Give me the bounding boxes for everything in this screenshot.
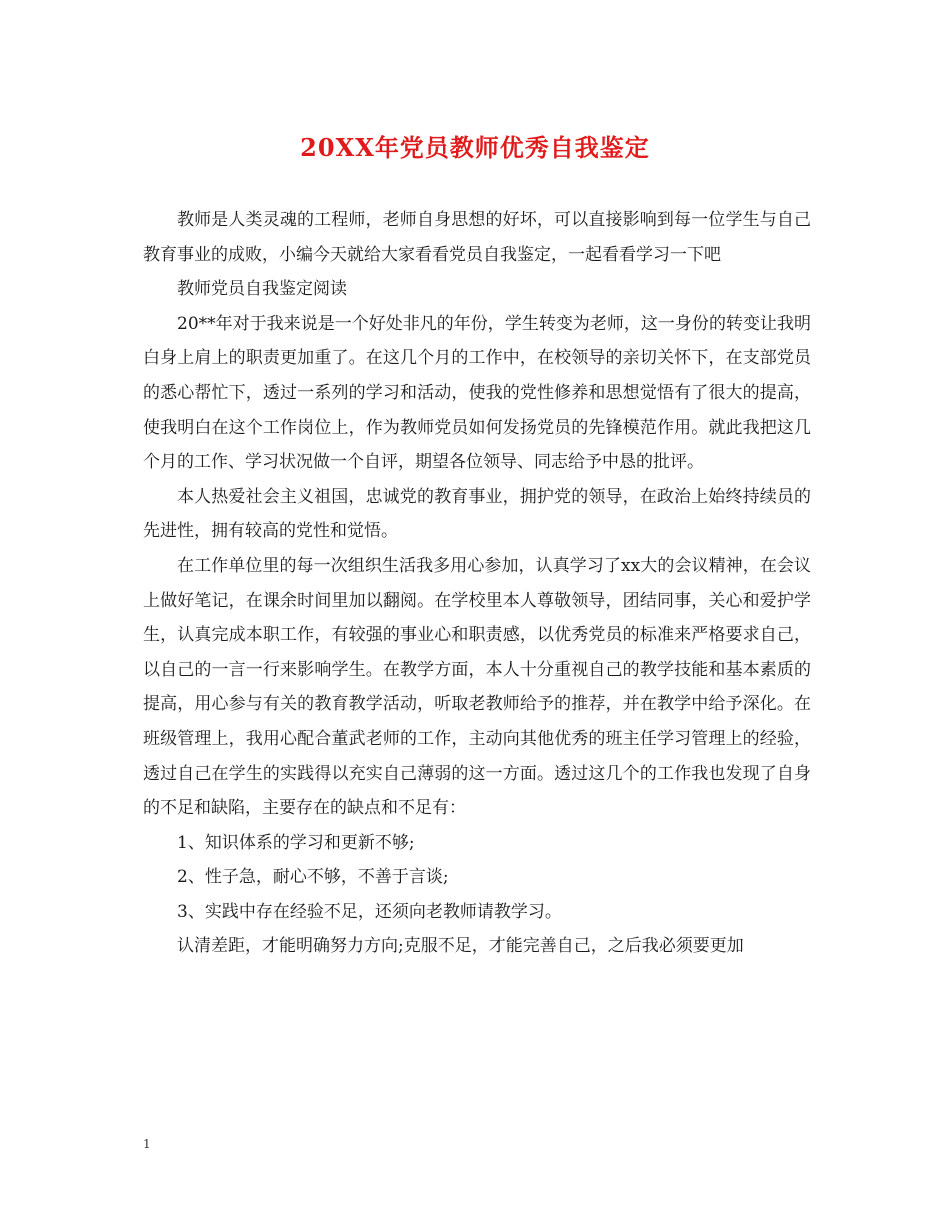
document-title: 20XX年党员教师优秀自我鉴定: [300, 133, 650, 162]
page-number: 1: [143, 1137, 151, 1151]
paragraph-intro: 教师是人类灵魂的工程师，老师自身思想的好坏，可以直接影响到每一位学生与自己教育事业的成败，小编今天就给大家看看党员自我鉴定，一起看看学习一下吧: [143, 210, 811, 265]
paragraph-work: 在工作单位里的每一次组织生活我多用心参加，认真学习了xx大的会议精神，在会议上做好笔记，在课余时间里加以翻阅。在学校里本人尊敬领导，团结同事，关心和爱护学生，认真完成本职工作，有较强的事业心和职责感，以优秀党员的标准来严格要求自己，以自己的一言一行来影响学生。在教学方面，本人十分重视自己的教学技能和基本素质的提高，用心参与有关的教育教学活动，听取老教师给予的推荐，并在教学中给予深化。在班级管理上，我用心配合董武老师的工作，主动向其他优秀的班主任学习管理上的经验，透过自己在学生的实践得以充实自己薄弱的这一方面。透过这几个的工作我也发现了自身的不足和缺陷，主要存在的缺点和不足有：: [143, 555, 811, 819]
list-item-1: 1、知识体系的学习和更新不够;: [177, 832, 415, 853]
list-item-2: 2、性子急，耐心不够，不善于言谈;: [177, 867, 449, 888]
paragraph-political: 本人热爱社会主义祖国，忠诚党的教育事业，拥护党的领导，在政治上始终持续员的先进性，拥有较高的党性和觉悟。: [143, 486, 811, 542]
paragraph-subheading: 教师党员自我鉴定阅读: [177, 279, 347, 300]
list-item-3: 3、实践中存在经验不足，还须向老教师请教学习。: [177, 901, 562, 922]
paragraph-year-summary: 20**年对于我来说是一个好处非凡的年份，学生转变为老师，这一身份的转变让我明白身上肩上的职责更加重了。在这几个月的工作中，在校领导的亲切关怀下，在支部党员的悉心帮忙下，透过一系列的学习和活动，使我的党性修养和思想觉悟有了很大的提高，使我明白在这个工作岗位上，作为教师党员如何发扬党员的先锋模范作用。就此我把这几个月的工作、学习状况做一个自评，期望各位领导、同志给予中恳的批评。: [143, 313, 811, 473]
paragraph-conclusion: 认清差距，才能明确努力方向;克服不足，才能完善自己，之后我必须要更加: [177, 936, 744, 957]
document-body: [143, 203, 811, 964]
